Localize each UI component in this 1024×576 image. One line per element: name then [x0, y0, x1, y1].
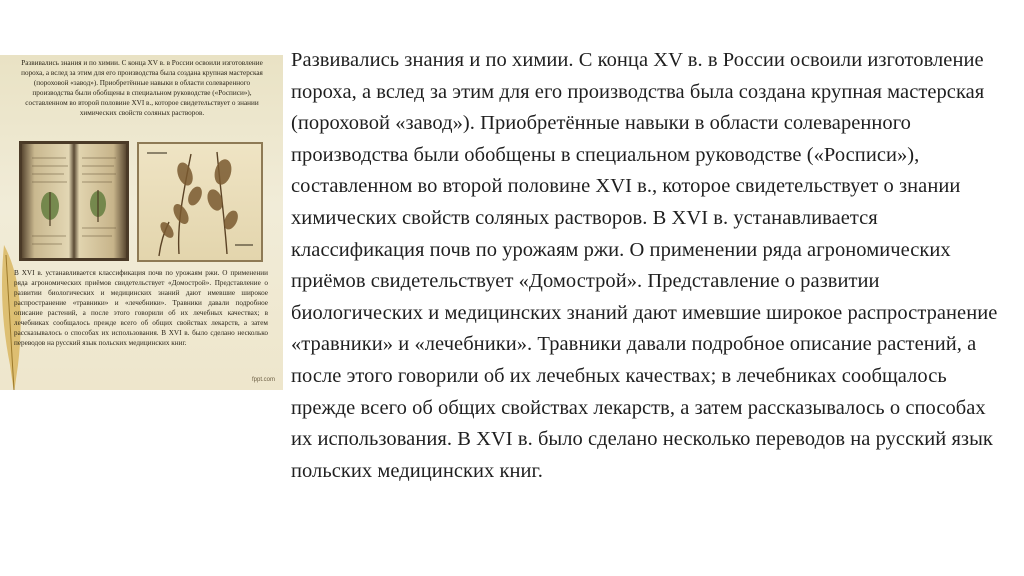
slide-body-text: Развивались знания и по химии. С конца XV в. в России освоили изготовление пороха, а вслед за этим для его производства была создана крупная мастерская (пороховой «завод»). Приобретённые навыки в области солеваренного производства были обобщены в специальном руководстве («Росписи»), составленном во второй половине XVI в., которое свидетельствует о знании химических свойств соляных растворов. В XVI в. устанавливается классификация почв по урожаям ржи. О применении ряда агрономических приёмов свидетельствует «Домострой». Представление о развитии биологических и медицинских знаний дают имевшие широкое распространение «травники» и «лечебники». Травники давали подробное описание растений, а после этого говорили об их лечебных качествах; в лечебниках сообщалось прежде всего об общих свойствах лекарств, а затем рассказывалось о способах их использования. В XVI в. было сделано несколько переводов на русский язык польских медицинских книг. — [291, 49, 998, 482]
thumbnail-bottom-text: В XVI в. устанавливается классификация почв по урожаям ржи. О применении ряда агрономических приёмов свидетельствует «Домострой». Представление о развитии биологических и медицинских знаний дают имевшие широкое распространение «травники» и «лечебники». Травники давали подробное описание растений, а после этого говорили об их лечебных качествах; в лечебниках сообщалось прежде всего об общих свойствах лекарств, а затем рассказывалось о способах их использования. В XVI в. было сделано несколько переводов на русский язык польских медицинских книг. — [14, 269, 268, 347]
slide-thumbnail-image — [0, 55, 283, 390]
herbarium-illustration — [139, 144, 261, 260]
old-book-illustration — [22, 144, 126, 258]
dried-plants-graphic — [139, 144, 261, 260]
thumbnail-top-text: Развивались знания и по химии. С конца XV в. в России освоили изготовление пороха, а вслед за этим для его производства была создана крупная мастерская (пороховой «завод»). Приобретённые навыки в области солеваренного производства были обобщены в специальном руководстве («Росписи»), составленном во второй половине XVI в., которое свидетельствует о знании химических свойств соляных растворов. — [21, 59, 263, 117]
thumbnail-credit: fppt.com — [251, 377, 275, 383]
book-pages-graphic — [22, 144, 126, 258]
